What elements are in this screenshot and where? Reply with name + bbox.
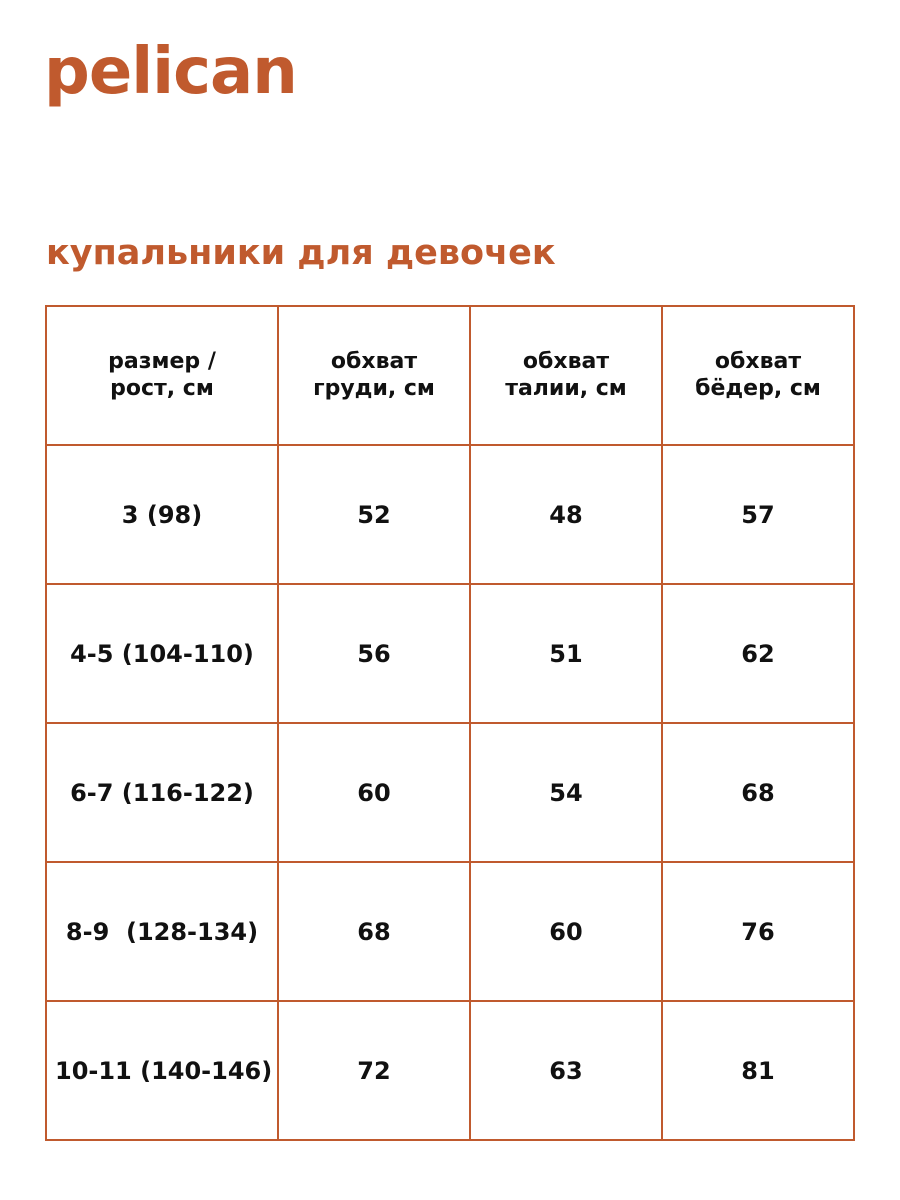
cell-waist: 63 [470, 1001, 662, 1140]
cell-hips: 68 [662, 723, 854, 862]
cell-waist: 48 [470, 445, 662, 584]
header-chest: обхват груди, см [278, 306, 470, 445]
cell-waist: 51 [470, 584, 662, 723]
cell-size: 4-5 (104-110) [46, 584, 278, 723]
cell-waist: 60 [470, 862, 662, 1001]
cell-chest: 56 [278, 584, 470, 723]
table-row [46, 584, 854, 723]
cell-size: 10-11 (140-146) [46, 1001, 278, 1140]
table-header-row [46, 306, 854, 445]
header-size-height: размер / рост, см [46, 306, 278, 445]
cell-size: 3 (98) [46, 445, 278, 584]
cell-hips: 76 [662, 862, 854, 1001]
cell-chest: 52 [278, 445, 470, 584]
size-chart-table [45, 305, 855, 1141]
cell-hips: 81 [662, 1001, 854, 1140]
cell-hips: 57 [662, 445, 854, 584]
page-title: купальники для девочек [46, 233, 556, 273]
table-row [46, 723, 854, 862]
cell-chest: 72 [278, 1001, 470, 1140]
cell-chest: 60 [278, 723, 470, 862]
table-row [46, 1001, 854, 1140]
table-row [46, 862, 854, 1001]
header-hips: обхват бёдер, см [662, 306, 854, 445]
cell-chest: 68 [278, 862, 470, 1001]
table-row [46, 445, 854, 584]
cell-size: 8-9 (128-134) [46, 862, 278, 1001]
cell-size: 6-7 (116-122) [46, 723, 278, 862]
cell-hips: 62 [662, 584, 854, 723]
header-waist: обхват талии, см [470, 306, 662, 445]
cell-waist: 54 [470, 723, 662, 862]
brand-logo: pelican [44, 35, 297, 109]
